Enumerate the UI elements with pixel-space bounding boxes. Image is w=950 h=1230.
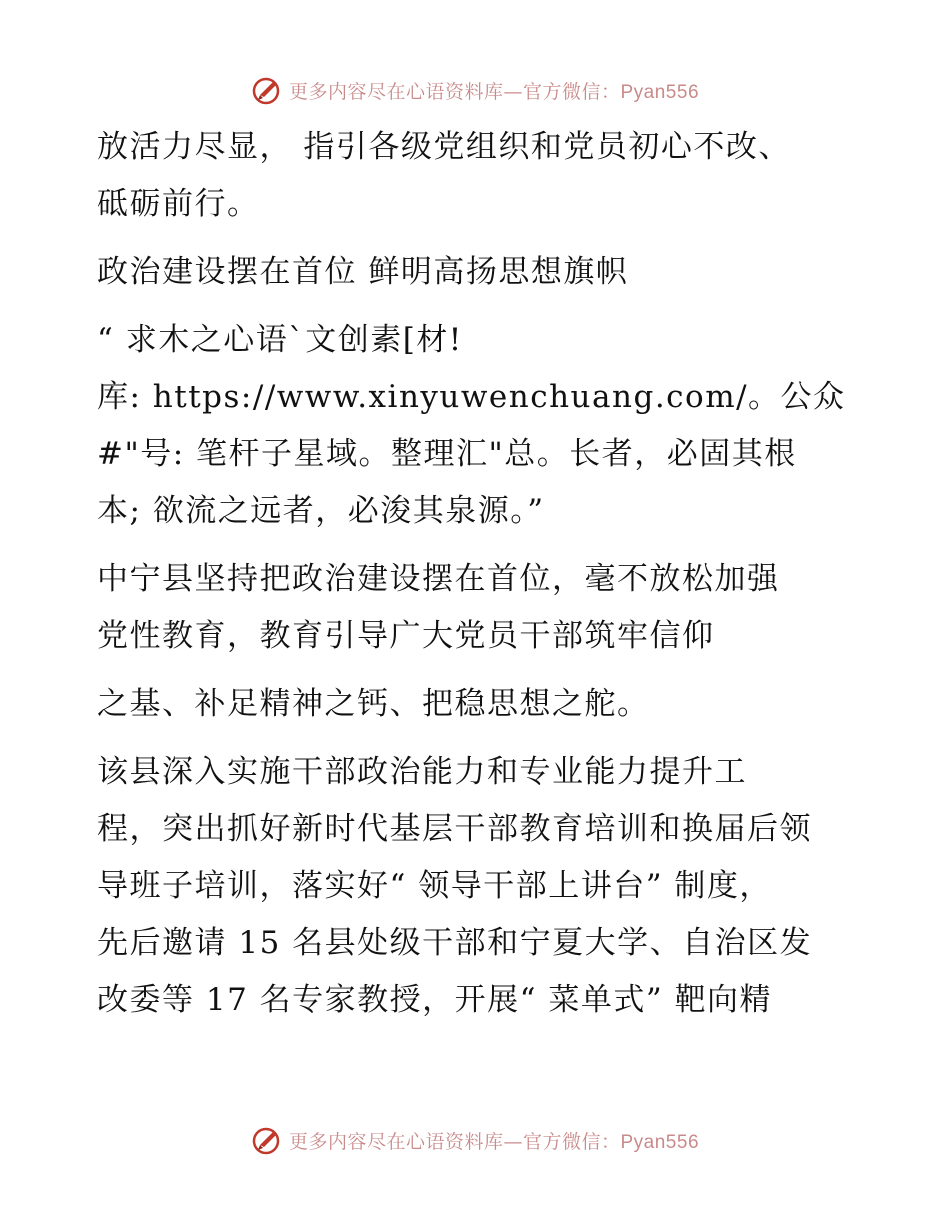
footer-brand-label: 更多内容尽在心语资料库—官方微信： <box>288 1130 621 1153</box>
pen-logo-icon <box>251 1124 283 1156</box>
body-line-11: 该县深入实施干部政治能力和专业能力提升工 <box>97 754 747 790</box>
body-line-7: 本; 欲流之远者，必浚其泉源。” <box>97 493 545 529</box>
header-brand-text <box>289 77 699 104</box>
footer-banner <box>0 1122 950 1158</box>
body-line-4: “ 求木之心语`文创素[材! <box>97 322 463 358</box>
header-brand-label: 更多内容尽在心语资料库—官方微信： <box>288 80 621 103</box>
body-line-6: #"号: 笔杆子星域。整理汇"总。长者，必固其根 <box>97 436 797 472</box>
footer-brand-text <box>289 1127 699 1154</box>
body-line-9: 党性教育，教育引导广大党员干部筑牢信仰 <box>97 618 715 654</box>
body-line-15: 改委等 17 名专家教授，开展“ 菜单式” 靶向精 <box>97 982 773 1018</box>
footer-wechat-id: Pyan556 <box>620 1131 700 1153</box>
body-line-8: 中宁县坚持把政治建设摆在首位，毫不放松加强 <box>97 561 780 597</box>
header-wechat-id: Pyan556 <box>620 81 700 103</box>
section-heading: 政治建设摆在首位 鲜明高扬思想旗帜 <box>97 254 629 290</box>
body-line-12: 程，突出抓好新时代基层干部教育培训和换届后领 <box>97 811 812 847</box>
body-line-5: 库: https://www.xinyuwenchuang.com/。公众 <box>97 379 846 415</box>
document-body <box>97 122 857 1020</box>
body-line-1: 放活力尽显， 指引各级党组织和党员初心不改、 <box>97 129 791 165</box>
body-line-14: 先后邀请 15 名县处级干部和宁夏大学、自治区发 <box>97 925 813 961</box>
body-line-2: 砥砺前行。 <box>97 186 260 222</box>
pen-logo-icon <box>251 74 283 106</box>
header-banner <box>0 72 950 108</box>
body-line-13: 导班子培训，落实好“ 领导干部上讲台” 制度， <box>97 868 772 904</box>
body-line-10: 之基、补足精神之钙、把稳思想之舵。 <box>97 686 650 722</box>
